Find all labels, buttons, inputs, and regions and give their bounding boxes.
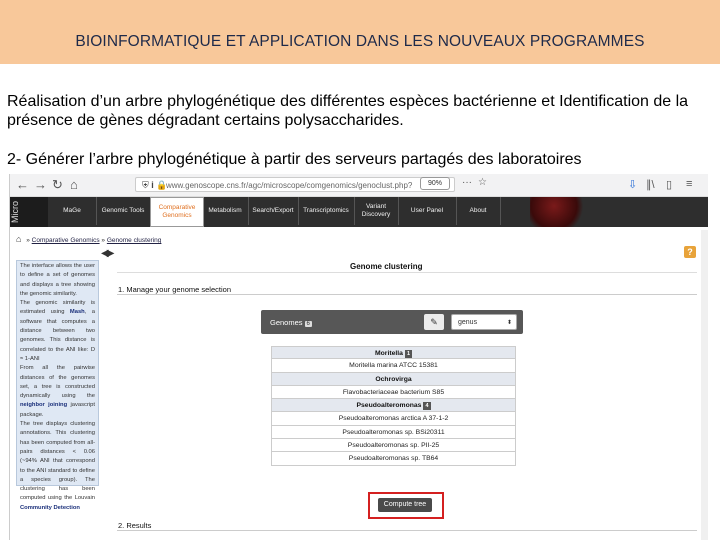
menu-item-search-export[interactable]: Search/Export xyxy=(248,197,299,225)
genomes-count-badge: 6 xyxy=(306,321,310,327)
shield-icon: ⛨ ℹ 🔒 xyxy=(142,180,168,190)
decorative-banner-image xyxy=(530,197,590,227)
sidebar-icon[interactable]: ▯ xyxy=(666,179,673,191)
genome-row[interactable] xyxy=(271,452,516,465)
breadcrumb: ⌂ » Comparative Genomics » Genome clustering xyxy=(16,234,162,244)
sidebar-text: The genomic similarity is estimated using xyxy=(20,300,95,316)
back-icon[interactable]: ← xyxy=(16,177,29,192)
intro-paragraph: Réalisation d’un arbre phylogénétique des différentes espèces bactérienne et Identification de la présence de gènes dégradant certains polysaccharides. xyxy=(7,93,689,129)
edit-pencil-icon[interactable]: ✎ xyxy=(424,314,444,330)
help-sidebar xyxy=(16,260,99,511)
genus-label: Ochrovirga xyxy=(375,375,412,383)
genome-list xyxy=(271,346,516,466)
select-arrows-icon: ⬍ xyxy=(506,320,512,326)
section-results: 2. Results xyxy=(118,521,152,530)
genus-group-row[interactable] xyxy=(271,399,516,412)
site-logo[interactable]: Micro xyxy=(10,197,48,227)
genus-label: Pseudoalteromonas xyxy=(356,402,422,410)
genome-row[interactable] xyxy=(271,386,516,399)
breadcrumb-genome-clustering[interactable]: Genome clustering xyxy=(106,237,162,244)
genome-label: Pseudoalteromonas arctica A 37-1-2 xyxy=(338,415,449,423)
banner-title: BIOINFORMATIQUE ET APPLICATION DANS LES NOUVEAUX PROGRAMMES xyxy=(75,33,645,50)
browser-toolbar xyxy=(10,174,708,197)
menu-item-mage[interactable]: MaGe xyxy=(48,197,97,225)
group-by-value: genus xyxy=(458,319,478,326)
mash-link[interactable]: Mash xyxy=(69,309,85,316)
genome-row[interactable] xyxy=(271,412,516,425)
forward-icon[interactable]: → xyxy=(34,177,47,192)
title-banner xyxy=(0,0,720,64)
breadcrumb-comparative-genomics[interactable]: Comparative Genomics xyxy=(31,237,100,244)
sidebar-text: javascript package. xyxy=(20,402,95,418)
menu-icon[interactable]: ≡ xyxy=(686,178,693,190)
home-icon[interactable]: ⌂ xyxy=(16,234,22,244)
site-menu-bar xyxy=(10,197,708,227)
genomes-label: Genomes 6 xyxy=(270,318,310,327)
community-detection-link[interactable]: Community Detection xyxy=(20,504,80,511)
genus-group-row[interactable] xyxy=(271,346,516,359)
download-icon[interactable]: ⇩ xyxy=(628,179,638,191)
page-scrollbar[interactable] xyxy=(701,230,708,540)
help-icon[interactable]: ? xyxy=(684,246,696,258)
section-genome-selection: 1. Manage your genome selection xyxy=(118,285,231,294)
divider xyxy=(117,530,697,531)
sidebar-text: The tree displays clustering annotations. This clustering has been computed from all-pairs distances < 0.06 (~94% ANI that correspond to the ANI standard to define a species group). The clustering has been computed using the Louvain xyxy=(20,421,95,502)
embedded-screenshot xyxy=(9,174,708,540)
genomes-panel-header xyxy=(261,310,523,334)
bookmark-star-icon[interactable]: ☆ xyxy=(478,177,487,188)
menu-item-genomic-tools[interactable]: Genomic Tools xyxy=(96,197,151,225)
genome-label: Moritella marina ATCC 15381 xyxy=(349,362,438,370)
group-by-select[interactable] xyxy=(451,314,517,330)
genome-label: Pseudoalteromonas sp. PII-25 xyxy=(347,442,440,450)
library-icon[interactable]: ∥\ xyxy=(646,179,655,191)
breadcrumb-separator: » xyxy=(101,237,106,244)
collapse-sidebar-icon[interactable]: ◀▶ xyxy=(101,248,113,259)
zoom-indicator[interactable]: 90% xyxy=(420,177,450,190)
neighbor-joining-link[interactable]: neighbor joining xyxy=(20,402,68,409)
divider xyxy=(117,294,697,295)
home-icon[interactable]: ⌂ xyxy=(70,177,78,192)
genus-count-badge: 1 xyxy=(406,351,410,357)
sidebar-text: From all the pairwise distances of the genomes set, a tree is constructed dynamically using the xyxy=(20,365,95,400)
genus-label: Moritella xyxy=(374,350,403,357)
genome-label: Flavobacteriaceae bacterium S85 xyxy=(342,388,445,396)
sidebar-text: The interface allows the user to define a set of genomes and displays a tree showing the genomic similarity. xyxy=(20,263,95,297)
url-text: www.genoscope.cns.fr/agc/microscope/comgenomics/genoclust.php? xyxy=(166,181,413,190)
genus-count-badge: 4 xyxy=(425,403,429,410)
url-bar[interactable] xyxy=(135,177,455,192)
sidebar-text: , a software that computes a distance between two genomes. This distance is correlated to the ANI like: D ≈ 1-ANI xyxy=(20,309,95,362)
menu-item-metabolism[interactable]: Metabolism xyxy=(202,197,249,225)
genome-label: Pseudoalteromonas sp. BSi20311 xyxy=(342,428,445,436)
more-icon[interactable]: ··· xyxy=(462,177,472,188)
divider xyxy=(117,272,697,273)
menu-item-user-panel[interactable]: User Panel xyxy=(398,197,457,225)
genome-row[interactable] xyxy=(271,439,516,452)
genome-row[interactable] xyxy=(271,426,516,439)
page-title: Genome clustering xyxy=(350,262,423,271)
compute-tree-button[interactable]: Compute tree xyxy=(378,498,432,512)
genome-label: Pseudoalteromonas sp. TB64 xyxy=(348,455,439,463)
genome-row[interactable] xyxy=(271,359,516,372)
menu-item-transcriptomics[interactable]: Transcriptomics xyxy=(298,197,355,225)
menu-item-variant-discovery[interactable]: Variant Discovery xyxy=(354,197,399,225)
reload-icon[interactable]: ↻ xyxy=(52,177,63,192)
menu-item-about[interactable]: About xyxy=(456,197,501,225)
genus-group-row[interactable] xyxy=(271,373,516,386)
menu-item-comparative-genomics[interactable]: Comparative Genomics xyxy=(150,197,204,227)
step2-paragraph: 2- Générer l’arbre phylogénétique à partir des serveurs partagés des laboratoires xyxy=(7,151,582,168)
